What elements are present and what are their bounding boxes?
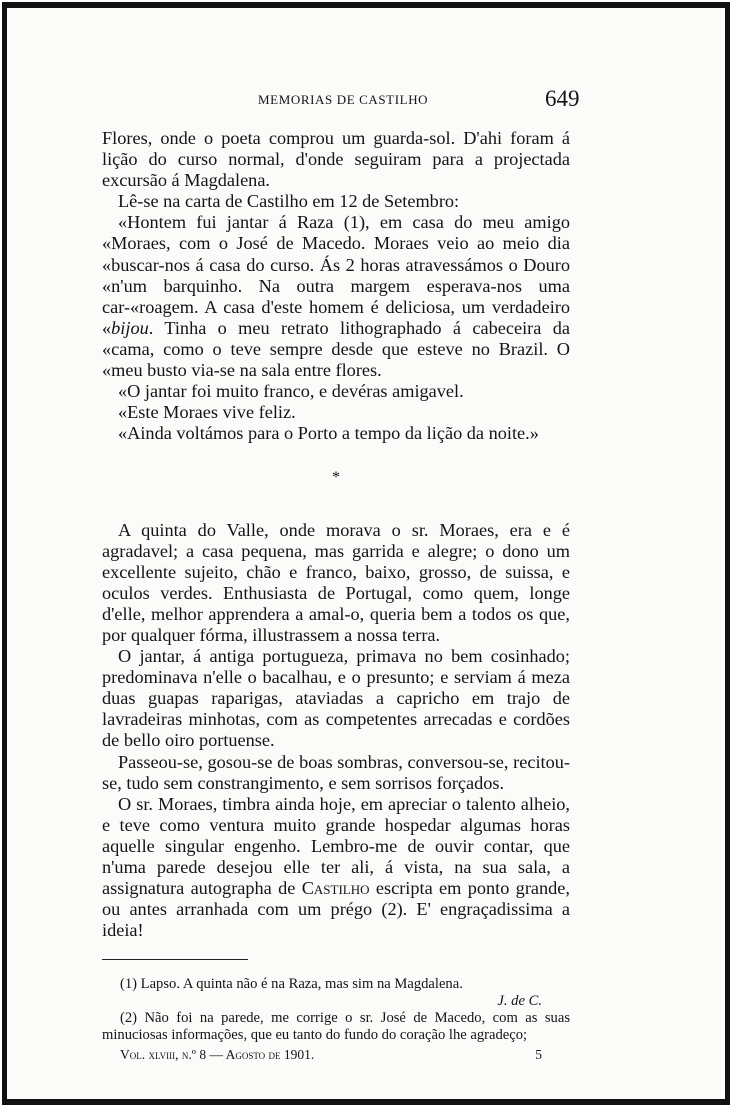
quote-paragraph [102, 212, 570, 381]
small-caps-name: Castilho [301, 878, 370, 899]
quote-paragraph: «Ainda voltámos para o Porto a tempo da lição da noite.» [118, 423, 539, 444]
paragraph: Passeou-se, gosou-se de boas sombras, conversou-se, recitou-se, tudo sem constrangimento, e sem sorrisos forçados. [102, 751, 570, 793]
printer-signature-line [102, 1044, 570, 1065]
quote-paragraph: «O jantar foi muito franco, e devéras amigavel. [118, 381, 464, 402]
page-body [102, 128, 570, 1065]
quote-text: «Hontem fui jantar á Raza (1), em casa do meu amigo «Moraes, com o José de Macedo. Moraes veio ao meio dia «buscar-nos á casa do curso. Ás 2 horas atravessámos o Douro «n'um barquinho. Na outra margem esperava-nos uma car-«roagem. A casa d'este homem é deliciosa, um verdadeiro « [102, 212, 570, 338]
paragraph: A quinta do Valle, onde morava o sr. Moraes, era e é agradavel; a casa pequena, mas garrida e alegre; o dono um excellente sujeito, chão e franco, baixo, grosso, de suissa, e oculos verdes. Enthusiasta de Portugal, como quem, longe d'elle, melhor apprendera a amal-o, queria bem a todos os que, por qualquer fórma, illustrassem a nossa terra. [102, 519, 570, 645]
footnotes [102, 976, 570, 1044]
footnote-1-signature: J. de C. [497, 993, 542, 1010]
paragraph: O jantar, á antiga portugueza, primava no bem cosinhado; predominava n'elle o bacalhau, e o presunto; e serviam á meza duas guapas raparigas, ataviadas a capricho em trajo de lavradeiras minhotas, com as competentes arrecadas e cordões de bello oiro portuense. [102, 646, 570, 751]
footnote-1: (1) Lapso. A quinta não é na Raza, mas sim na Magdalena. [120, 976, 463, 993]
paragraph: Flores, onde o poeta comprou um guarda-sol. D'ahi foram á lição do curso normal, d'onde seguiram para a projectada excursão á Magdalena. [102, 128, 570, 191]
quote-text: . Tinha o meu retrato lithographado á cabeceira da «cama, como o teve sempre desde que esteve no Brazil. O «meu busto via-se na sala entre flores. [102, 317, 570, 381]
quote-paragraph: «Este Moraes vive feliz. [118, 402, 296, 423]
running-title: MEMORIAS DE CASTILHO [258, 92, 429, 107]
page-number: 649 [545, 86, 580, 111]
section-asterism: * [332, 469, 340, 487]
footnote-2: (2) Não foi na parede, me corrige o sr. José de Macedo, com as suas minuciosas informações, que eu tanto do fundo do coração lhe agradeço; [102, 1010, 570, 1044]
paragraph [102, 794, 570, 942]
paragraph-text: O sr. Moraes, timbra ainda hoje, em apreciar o talento alheio, e teve como ventura muito grande hospedar algumas horas aquelle singular engenho. Lembro-me de ouvir contar, que n'uma parede desejou elle ter ali, á vista, na sua sala, a assignatura autographa de [102, 793, 570, 899]
footnote-rule [102, 959, 248, 960]
sheet-number: 5 [535, 1047, 542, 1063]
italic-word: bijou [111, 317, 149, 338]
volume-line: Vol. xlviii, n.º 8 — Agosto de 1901. [120, 1047, 315, 1063]
page-header [0, 86, 730, 112]
paragraph-text: escripta em ponto grande, ou antes arranhada com um prégo (2). E' engraçadissima a ideia! [102, 878, 570, 941]
paragraph: Lê-se na carta de Castilho em 12 de Setembro: [118, 191, 460, 212]
